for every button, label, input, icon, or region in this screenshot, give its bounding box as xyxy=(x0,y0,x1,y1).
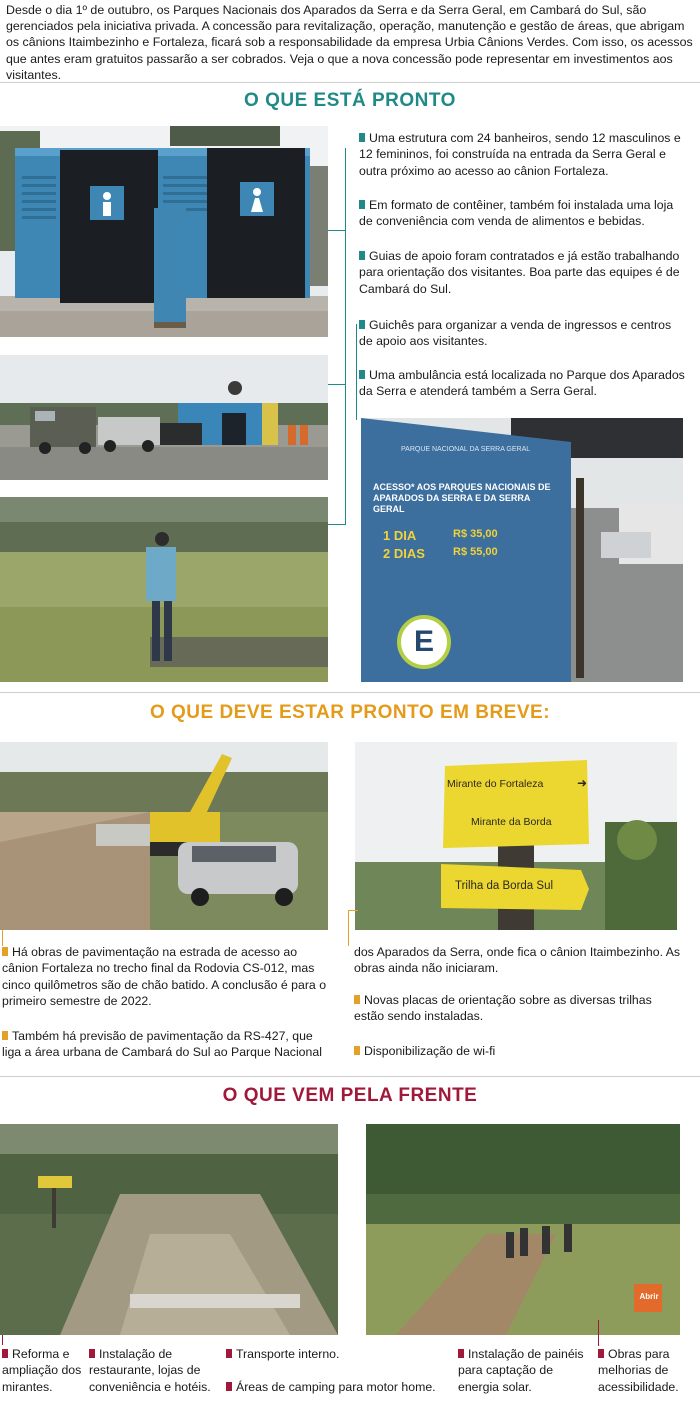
bullet-marker xyxy=(354,995,360,1004)
intro-paragraph: Desde o dia 1º de outubro, os Parques Nacionais dos Aparados da Serra e da Serra Geral, em Cambará do Sul, são gerenciados pela iniciativa privada. A concessão para revitalização, operação, manutenção e gestão de áreas, que abrigam os cânions Itaimbezinho e Fortaleza, ficará sob a responsabilidade da empresa Urbia Cânions Verdes. Com isso, os acessos que antes eram gratuitos passarão a ser cobrados. Veja o que a nova concessão pode representar em investimentos aos visitantes. xyxy=(6,3,693,82)
ready-item xyxy=(359,130,685,179)
price-2-value: R$ 55,00 xyxy=(453,546,498,558)
soon-continuation-text: dos Aparados da Serra, onde fica o cânion Itaimbezinho. As obras ainda não iniciaram. xyxy=(354,945,681,976)
parking-sign-icon: E xyxy=(397,615,451,669)
connector-line xyxy=(328,384,346,385)
soon-item xyxy=(354,1043,684,1059)
lookout-trail-photo xyxy=(0,1124,338,1335)
section-title-soon: O QUE DEVE ESTAR PRONTO EM BREVE: xyxy=(149,702,551,723)
section-title-ahead: O QUE VEM PELA FRENTE xyxy=(222,1085,478,1106)
trail-signs-photo xyxy=(355,742,677,930)
ready-item-text: Uma ambulância está localizada no Parque dos Aparados da Serra e atenderá também a Serra Geral. xyxy=(359,368,685,399)
bullet-marker xyxy=(458,1349,464,1358)
bullet-marker xyxy=(359,320,365,329)
hikers-photo xyxy=(366,1124,680,1335)
soon-item-text: Há obras de pavimentação na estrada de acesso ao cânion Fortaleza no trecho final da Rodovia CS-012, mas cinco quilômetros são de chão batido. A conclusão é para o primeiro semestre de 2022. xyxy=(2,945,327,1008)
ahead-item-text: Transporte interno. xyxy=(236,1347,340,1361)
ready-item xyxy=(359,248,685,297)
ready-item-text: Guichês para organizar a venda de ingressos e centros de apoio aos visitantes. xyxy=(359,318,672,349)
connector-line xyxy=(328,524,346,525)
bullet-marker xyxy=(359,133,365,142)
board-title-text: ACESSO* AOS PARQUES NACIONAIS DE APARADOS DA SERRA E DA SERRA GERAL xyxy=(373,482,551,514)
price-1-value: R$ 35,00 xyxy=(453,528,498,540)
connector-line xyxy=(598,1320,599,1346)
ready-item xyxy=(359,367,685,400)
section-divider xyxy=(0,82,700,83)
bullet-marker xyxy=(89,1349,95,1358)
sign-3-text: Trilha da Borda Sul xyxy=(455,880,554,892)
ahead-item xyxy=(598,1346,698,1395)
connector-line xyxy=(356,324,357,420)
bullet-marker xyxy=(354,1046,360,1055)
ahead-item xyxy=(226,1379,446,1395)
board-header-text: PARQUE NACIONAL DA SERRA GERAL xyxy=(401,446,531,453)
price-1-label: 1 DIA xyxy=(383,528,417,543)
ready-item-text: Uma estrutura com 24 banheiros, sendo 12 masculinos e 12 femininos, foi construída na entrada da Serra Geral e outra próximo ao acesso ao cânion Fortaleza. xyxy=(359,131,681,178)
ready-item xyxy=(359,317,685,350)
ahead-item-text: Instalação de painéis para captação de energia solar. xyxy=(458,1347,584,1394)
bullet-marker xyxy=(359,200,365,209)
soon-item-text: Disponibilização de wi-fi xyxy=(364,1044,496,1058)
soon-item-text: Também há previsão de pavimentação da RS-427, que liga a área urbana de Cambará do Sul ao Parque Nacional xyxy=(2,1029,322,1060)
bullet-marker xyxy=(598,1349,604,1358)
bullet-marker xyxy=(359,370,365,379)
soon-item xyxy=(2,944,330,1009)
ahead-item-text: Áreas de camping para motor home. xyxy=(236,1380,436,1394)
container-store-photo xyxy=(0,355,328,480)
restroom-photo xyxy=(0,126,328,337)
bullet-marker xyxy=(226,1382,232,1391)
section-divider xyxy=(0,1076,700,1077)
ready-item xyxy=(359,197,685,230)
bullet-marker xyxy=(359,251,365,260)
connector-line xyxy=(2,1335,3,1345)
section-title-ready: O QUE ESTÁ PRONTO xyxy=(244,90,456,111)
ahead-item xyxy=(2,1346,82,1395)
arrow-right-icon: ➜ xyxy=(577,776,588,790)
badge-text: Abrir xyxy=(639,1292,659,1301)
road-construction-photo xyxy=(0,742,328,930)
ahead-item-text: Reforma e ampliação dos mirantes. xyxy=(2,1347,82,1394)
ahead-item xyxy=(458,1346,588,1395)
soon-item xyxy=(2,1028,330,1061)
ahead-item xyxy=(226,1346,436,1362)
guide-photo xyxy=(0,497,328,682)
bullet-marker xyxy=(2,1031,8,1040)
ready-item-text: Em formato de contêiner, também foi instalada uma loja de conveniência com venda de alimentos e bebidas. xyxy=(359,198,674,229)
bullet-marker xyxy=(2,1349,8,1358)
ready-item-text: Guias de apoio foram contratados e já estão trabalhando para orientação dos visitantes. Boa parte das equipes é de Cambará do Sul. xyxy=(359,249,680,296)
price-2-label: 2 DIAS xyxy=(383,546,425,561)
ahead-item xyxy=(89,1346,219,1395)
ahead-item-text: Obras para melhorias de acessibilidade. xyxy=(598,1347,679,1394)
soon-item xyxy=(354,992,684,1025)
connector-line xyxy=(328,230,346,231)
soon-item-text: Novas placas de orientação sobre as diversas trilhas estão sendo instaladas. xyxy=(354,993,652,1024)
sign-1-text: Mirante do Fortaleza xyxy=(447,778,544,790)
sign-2-text: Mirante da Borda xyxy=(471,816,552,828)
section-divider xyxy=(0,692,700,693)
ticket-price-board-photo xyxy=(361,418,683,682)
bullet-marker xyxy=(2,947,8,956)
connector-line xyxy=(348,910,358,911)
bullet-marker xyxy=(226,1349,232,1358)
connector-line xyxy=(345,262,346,524)
ahead-item-text: Instalação de restaurante, lojas de conveniência e hotéis. xyxy=(89,1347,211,1394)
connector-line xyxy=(348,910,349,946)
